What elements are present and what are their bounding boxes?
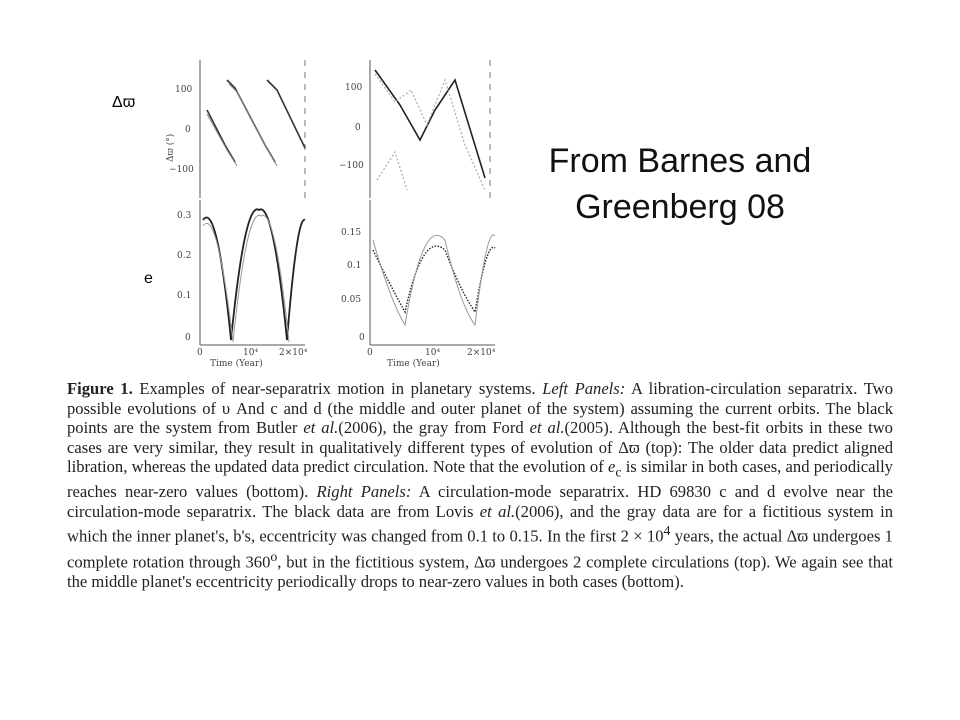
left-bottom-panel xyxy=(177,200,308,369)
caption-text-4: (2005). Although the best-fit orbits in these two cases are very similar, they result in qualitatively different types of evolution of Δϖ (top): The older data predict aligned libration, whereas the updated data predict circulation. Note that the evolution of xyxy=(67,418,893,477)
rb-ytick-1: 0.15 xyxy=(341,228,362,238)
left-top-panel xyxy=(165,60,305,198)
rb-xlabel: Time (Year) xyxy=(387,359,440,369)
lb-ytick-1: 0.3 xyxy=(177,211,192,221)
caption-text-9: , but in the fictitious system, Δϖ undergoes 2 complete circulations (top). We again see that the middle planet's eccentricity periodically drops to near-zero values in both cases (bottom). xyxy=(67,552,893,591)
caption-sup-o: o xyxy=(270,548,278,564)
caption-etal-1: et al. xyxy=(303,418,339,438)
lb-xtick-3: 2×10⁴ xyxy=(279,348,308,358)
delta-varpi-label: Δϖ xyxy=(112,94,136,111)
caption-text-7: (2006), and the gray data are for a fictitious system in which the inner planet's, b's, eccentricity was changed from 0.1 to 0.15. In the first 2 × 10 xyxy=(67,501,893,546)
lt-ylabel: Δϖ (°) xyxy=(166,133,176,162)
lb-xtick-2: 10⁴ xyxy=(243,348,259,358)
caption-text-6: A circulation-mode separatrix. HD 69830 c and d evolve near the circulation-mode separatrix. The black data are from Lovis xyxy=(67,482,893,521)
lb-xtick-1: 0 xyxy=(197,348,203,358)
figure-panels xyxy=(155,50,505,370)
figure-caption xyxy=(67,379,893,591)
rb-xtick-1: 0 xyxy=(367,348,373,358)
slide-title xyxy=(520,138,840,230)
caption-ec-sub: c xyxy=(615,464,622,480)
caption-text-8: years, the actual Δϖ undergoes 1 complete rotation through 360 xyxy=(67,527,893,572)
lb-xlabel: Time (Year) xyxy=(210,359,263,369)
rb-ytick-2: 0.1 xyxy=(347,261,362,271)
caption-text-5: is similar in both cases, and periodically reaches near-zero values (bottom). xyxy=(67,457,893,502)
right-top-panel xyxy=(339,60,490,198)
title-line-2: Greenberg 08 xyxy=(575,188,785,226)
caption-text-1: Examples of near-separatrix motion in planetary systems. xyxy=(132,379,543,398)
rb-ytick-4: 0 xyxy=(359,333,365,343)
eccentricity-label: e xyxy=(144,270,153,287)
rt-ytick-3: −100 xyxy=(339,161,364,171)
right-bottom-panel xyxy=(341,200,496,369)
rb-xtick-2: 10⁴ xyxy=(425,348,441,358)
caption-etal-2: et al. xyxy=(529,418,565,438)
rb-xtick-3: 2×10⁴ xyxy=(467,348,496,358)
lt-ytick-2: 0 xyxy=(185,125,191,135)
caption-right-heading: Right Panels: xyxy=(316,482,412,502)
caption-text-2: A libration-circulation separatrix. Two possible evolutions of υ And c and d (the middle and outer planet of the system) assuming the current orbits. The black points are the system from Butler xyxy=(67,379,893,438)
lt-ytick-3: −100 xyxy=(169,165,194,175)
rt-ytick-1: 100 xyxy=(345,83,363,93)
caption-fig-label: Figure 1. xyxy=(67,379,133,398)
panels-svg xyxy=(155,50,505,370)
caption-text-3: (2006), the gray from Ford xyxy=(338,418,530,438)
caption-etal-3: et al. xyxy=(479,501,516,521)
caption-left-heading: Left Panels: xyxy=(542,379,626,398)
lb-ytick-2: 0.2 xyxy=(177,251,192,261)
lb-ytick-4: 0 xyxy=(185,333,191,343)
rb-ytick-3: 0.05 xyxy=(341,295,362,305)
rt-ytick-2: 0 xyxy=(355,123,361,133)
title-line-1: From Barnes and xyxy=(548,142,812,180)
caption-sup-4: 4 xyxy=(663,523,671,539)
caption-ec: e xyxy=(607,457,616,477)
lb-ytick-3: 0.1 xyxy=(177,291,192,301)
lt-ytick-1: 100 xyxy=(175,85,193,95)
